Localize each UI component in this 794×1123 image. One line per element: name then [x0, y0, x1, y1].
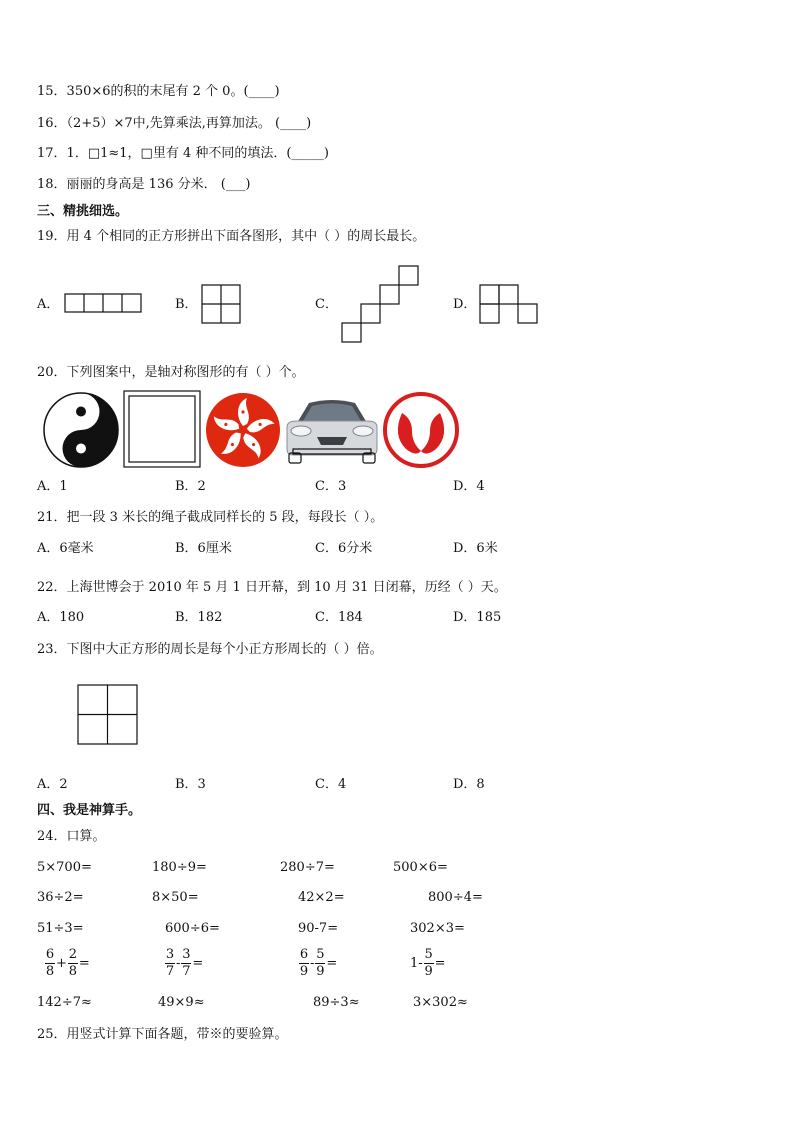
- q21-option-a: A．6毫米: [37, 541, 94, 556]
- question-17: 17．1．□1≈1，□里有 4 种不同的填法．(_____): [37, 146, 329, 161]
- fraction-expression: $\frac{6}{9}$ - $\frac{5}{9}$ =: [299, 947, 338, 979]
- question-19: 19．用 4 个相同的正方形拼出下面各图形，其中（ ）的周长最长。: [37, 229, 426, 244]
- q23-option-c: C．4: [315, 777, 347, 792]
- q19-shape-a: [65, 294, 145, 314]
- question-16: 16．（2+5）×7中,先算乘法,再算加法。 (____): [37, 116, 312, 131]
- calc-item: 3×302≈: [413, 995, 468, 1010]
- calc-item: 302×3=: [410, 921, 465, 936]
- question-25: 25．用竖式计算下面各题，带※的要验算。: [37, 1027, 288, 1042]
- question-23: 23．下图中大正方形的周长是每个小正方形周长的（ ）倍。: [37, 642, 383, 657]
- question-18: 18．丽丽的身高是 136 分米． (___): [37, 177, 251, 192]
- calc-item: 49×9≈: [158, 995, 205, 1010]
- q19-option-a: A．: [37, 297, 60, 312]
- calc-item: 90-7=: [298, 921, 339, 936]
- calc-item: 5×700=: [37, 860, 92, 875]
- q21-option-b: B．6厘米: [175, 541, 232, 556]
- q19-shape-b: [202, 285, 242, 325]
- q23-option-a: A．2: [37, 777, 68, 792]
- calc-item: 142÷7≈: [37, 995, 92, 1010]
- q22-option-b: B．182: [175, 610, 223, 625]
- q23-option-b: B．3: [175, 777, 206, 792]
- q21-option-d: D．6米: [453, 541, 498, 556]
- calc-item: 280÷7=: [280, 860, 335, 875]
- q19-option-c: C．: [315, 297, 338, 312]
- yin-yang-icon: [42, 391, 120, 469]
- calc-item: 180÷9=: [152, 860, 207, 875]
- calc-item: 51÷3=: [37, 921, 84, 936]
- fraction-expression: $\frac{6}{8}$ + $\frac{2}{8}$ =: [45, 947, 90, 979]
- calc-item: 8×50=: [152, 890, 199, 905]
- q20-option-c: C．3: [315, 479, 347, 494]
- calc-item: 500×6=: [393, 860, 448, 875]
- fraction-expression: 1- $\frac{5}{9}$ =: [410, 947, 446, 979]
- question-15: 15．350×6的积的末尾有 2 个 0。(____): [37, 84, 280, 99]
- q20-option-a: A．1: [37, 479, 68, 494]
- q22-option-a: A．180: [37, 610, 85, 625]
- q19-shape-d: [480, 285, 542, 325]
- q22-option-d: D．185: [453, 610, 502, 625]
- calc-item: 42×2=: [298, 890, 345, 905]
- calc-item: 800÷4=: [428, 890, 483, 905]
- car-icon: [283, 393, 381, 465]
- dongfeng-logo-icon: [382, 391, 460, 469]
- calc-item: 89÷3≈: [313, 995, 360, 1010]
- calc-item: 600÷6=: [165, 921, 220, 936]
- fraction-expression: $\frac{3}{7}$ - $\frac{3}{7}$ =: [165, 947, 204, 979]
- q19-option-d: D．: [453, 297, 477, 312]
- section-4-title: 四、我是神算手。: [37, 803, 142, 818]
- road-sign-icon: [124, 391, 200, 467]
- q19-shape-c: [342, 266, 422, 346]
- q20-option-b: B．2: [175, 479, 206, 494]
- section-3-title: 三、精挑细选。: [37, 204, 129, 219]
- q19-option-b: B．: [175, 297, 198, 312]
- question-20: 20．下列图案中，是轴对称图形的有（ ）个。: [37, 365, 305, 380]
- q23-option-d: D．8: [453, 777, 485, 792]
- q23-big-square: [78, 685, 140, 747]
- q22-option-c: C．184: [315, 610, 363, 625]
- calc-item: 36÷2=: [37, 890, 84, 905]
- question-24: 24．口算。: [37, 829, 106, 844]
- q21-option-c: C．6分米: [315, 541, 373, 556]
- bauhinia-flag-icon: [204, 391, 282, 469]
- question-21: 21．把一段 3 米长的绳子截成同样长的 5 段，每段长（ ）。: [37, 510, 384, 525]
- q20-option-d: D．4: [453, 479, 485, 494]
- question-22: 22．上海世博会于 2010 年 5 月 1 日开幕，到 10 月 31 日闭幕，历经（ ）天。: [37, 580, 507, 595]
